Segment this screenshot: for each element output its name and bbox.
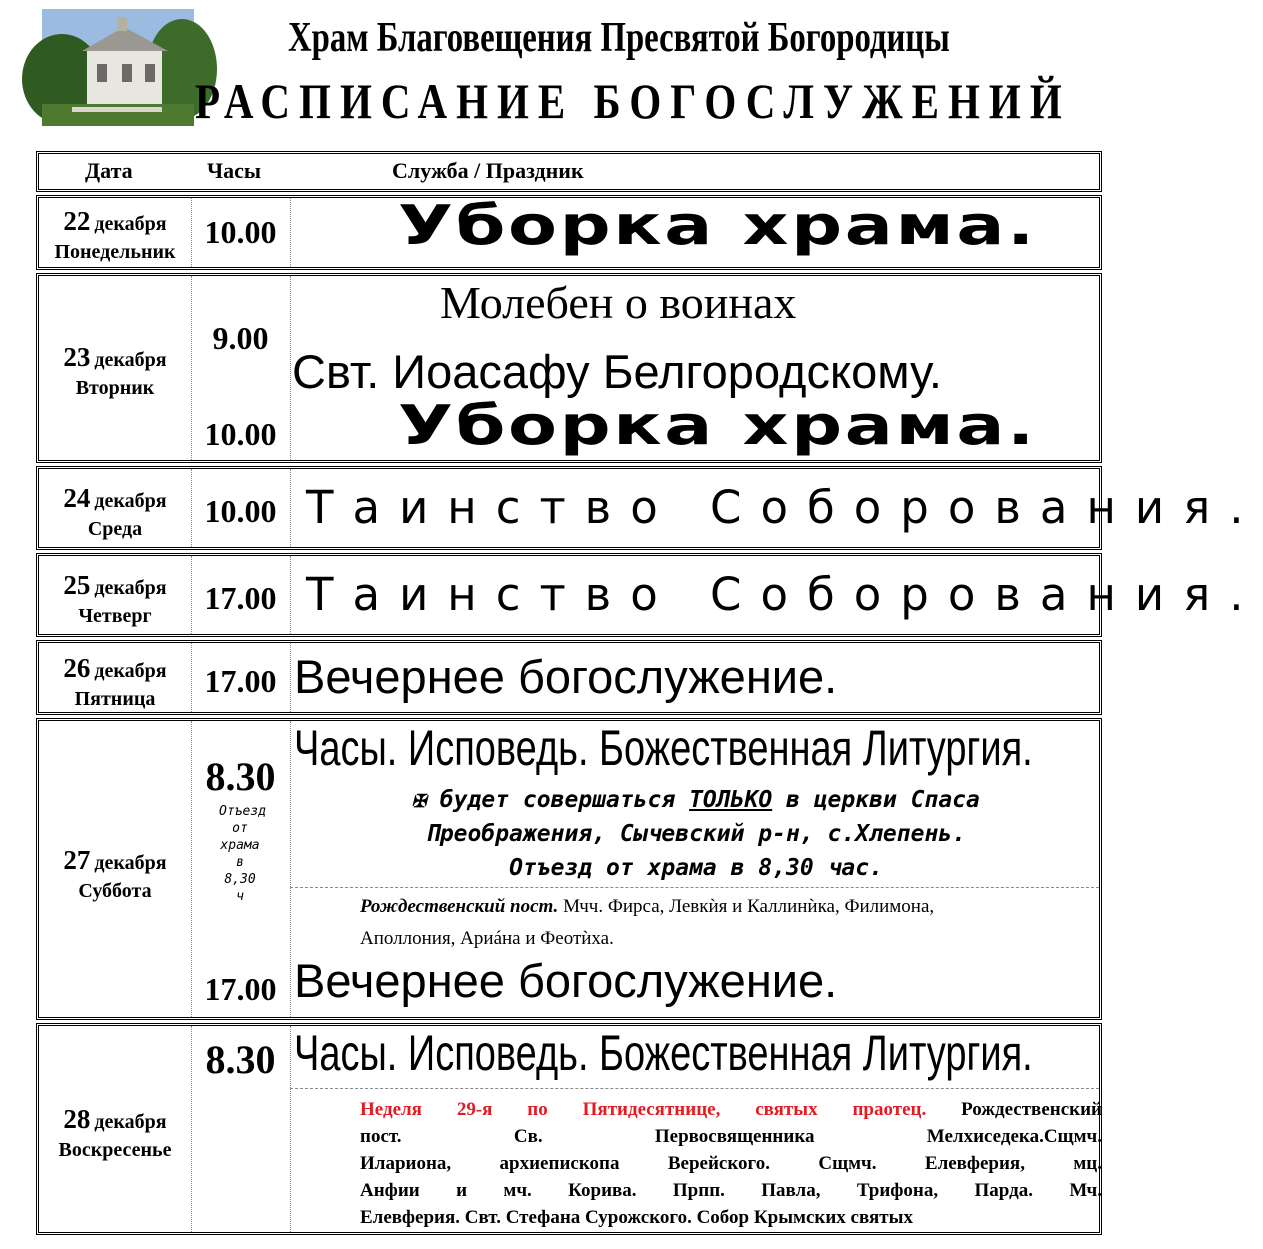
day-row-27 [36, 718, 1102, 1020]
service-cell [290, 276, 1099, 460]
time-cell [191, 198, 291, 267]
day-row-25 [36, 553, 1263, 637]
feast-description: Рождественский пост. Мчч. Фирса, Левкѝя и Каллинѝка, Филимона, Аполлония, Ариáна и Феотѝха. [360, 896, 935, 949]
service-time: 8.30 [205, 754, 276, 799]
weekday: Воскресенье [58, 1139, 172, 1161]
service-time: 17.00 [204, 971, 277, 1007]
day-number: 22 [63, 206, 91, 236]
service-time: 10.00 [204, 416, 277, 452]
schedule-title: РАСПИСАНИЕ БОГОСЛУЖЕНИЙ [195, 73, 1071, 129]
day-month: декабря [94, 577, 167, 599]
weekday: Четверг [78, 605, 152, 627]
service-title: Вечернее богослужение. [294, 954, 838, 1007]
service-time: 17.00 [204, 663, 277, 699]
divider [290, 1088, 1099, 1089]
time-cell [191, 721, 291, 1017]
time-cell [191, 276, 291, 460]
service-title: Таинство Соборования. [306, 481, 1263, 534]
service-cell [290, 556, 1263, 634]
time-cell [191, 556, 291, 634]
column-service: Служба / Праздник [392, 158, 584, 183]
service-note: Преображения, Сычевский р-н, с.Хлепень. [425, 821, 967, 847]
day-number: 23 [63, 342, 91, 372]
day-month: декабря [94, 490, 167, 512]
service-time: 8.30 [205, 1037, 276, 1082]
day-number: 27 [63, 845, 91, 875]
day-row-26 [36, 640, 1102, 715]
date-cell [39, 721, 192, 1017]
service-title: Часы. Исповедь. Божественная Литургия. [294, 720, 1033, 776]
cross-icon: ✠ [412, 787, 426, 813]
time-cell [191, 1026, 291, 1232]
date-cell [39, 556, 192, 634]
column-time: Часы [207, 158, 262, 183]
day-number: 28 [63, 1104, 91, 1134]
day-row-28 [36, 1023, 1102, 1235]
feast-description: Неделя 29-я по Пятидесятнице, святых праотец. Рождественский пост. Св. Первосвященника Мелхиседека.Сщмч. Илариона, архиепископа Верейского. Сщмч. Елевферия, мц. Анфии и мч. Корива. Прпп. Павла, Трифона, Парда. Мч. Елевферия. Свт. Стефана Сурожского. Собор Крымских святых [360, 1099, 1102, 1228]
church-name: Храм Благовещения Пресвятой Богородицы [288, 15, 950, 61]
divider [290, 887, 1099, 888]
day-number: 25 [63, 570, 91, 600]
day-month: декабря [94, 660, 167, 682]
service-cell [290, 194, 1099, 267]
day-month: декабря [94, 349, 167, 371]
day-number: 26 [63, 653, 91, 683]
day-month: декабря [94, 852, 167, 874]
time-cell [191, 469, 291, 547]
service-cell [290, 643, 1099, 712]
service-time: 17.00 [204, 580, 277, 616]
weekday: Вторник [75, 377, 155, 399]
day-month: декабря [94, 1111, 167, 1133]
service-cell [290, 1025, 1102, 1232]
service-title: Вечернее богослужение. [294, 650, 838, 703]
date-cell [39, 1026, 192, 1232]
weekday: Пятница [74, 688, 156, 710]
date-cell [39, 643, 192, 712]
service-title: Уборка храма. [398, 394, 1037, 457]
day-month: декабря [94, 213, 167, 235]
service-title: Молебен о воинах [440, 277, 797, 328]
column-date: Дата [85, 158, 133, 183]
service-title: Таинство Соборования. [306, 568, 1263, 621]
date-cell [39, 198, 192, 267]
weekday: Суббота [78, 880, 152, 902]
departure-note: Отъезд от храма в 8,30 ч [219, 804, 266, 904]
service-cell [290, 469, 1263, 547]
day-row-24 [36, 466, 1263, 550]
service-note: Отъезд от храма в 8,30 час. [509, 855, 883, 881]
weekday: Среда [87, 518, 143, 540]
day-row-22 [36, 195, 1102, 270]
service-time: 10.00 [204, 214, 277, 250]
date-cell [39, 276, 192, 460]
service-title: Свт. Иоасафу Белгородскому. [292, 345, 942, 398]
service-time: 10.00 [204, 493, 277, 529]
church-photo [42, 9, 194, 126]
weekday: Понедельник [54, 241, 176, 263]
service-title: Уборка храма. [398, 194, 1037, 257]
day-row-23 [36, 273, 1102, 463]
time-cell [191, 643, 291, 712]
day-number: 24 [63, 483, 91, 513]
service-note: ✠ будет совершаться ТОЛЬКО в церкви Спаса [412, 787, 980, 813]
column-header-row [36, 151, 1102, 192]
date-cell [39, 469, 192, 547]
service-title: Часы. Исповедь. Божественная Литургия. [294, 1025, 1033, 1081]
service-time: 9.00 [212, 320, 269, 356]
service-cell [290, 721, 1099, 1017]
